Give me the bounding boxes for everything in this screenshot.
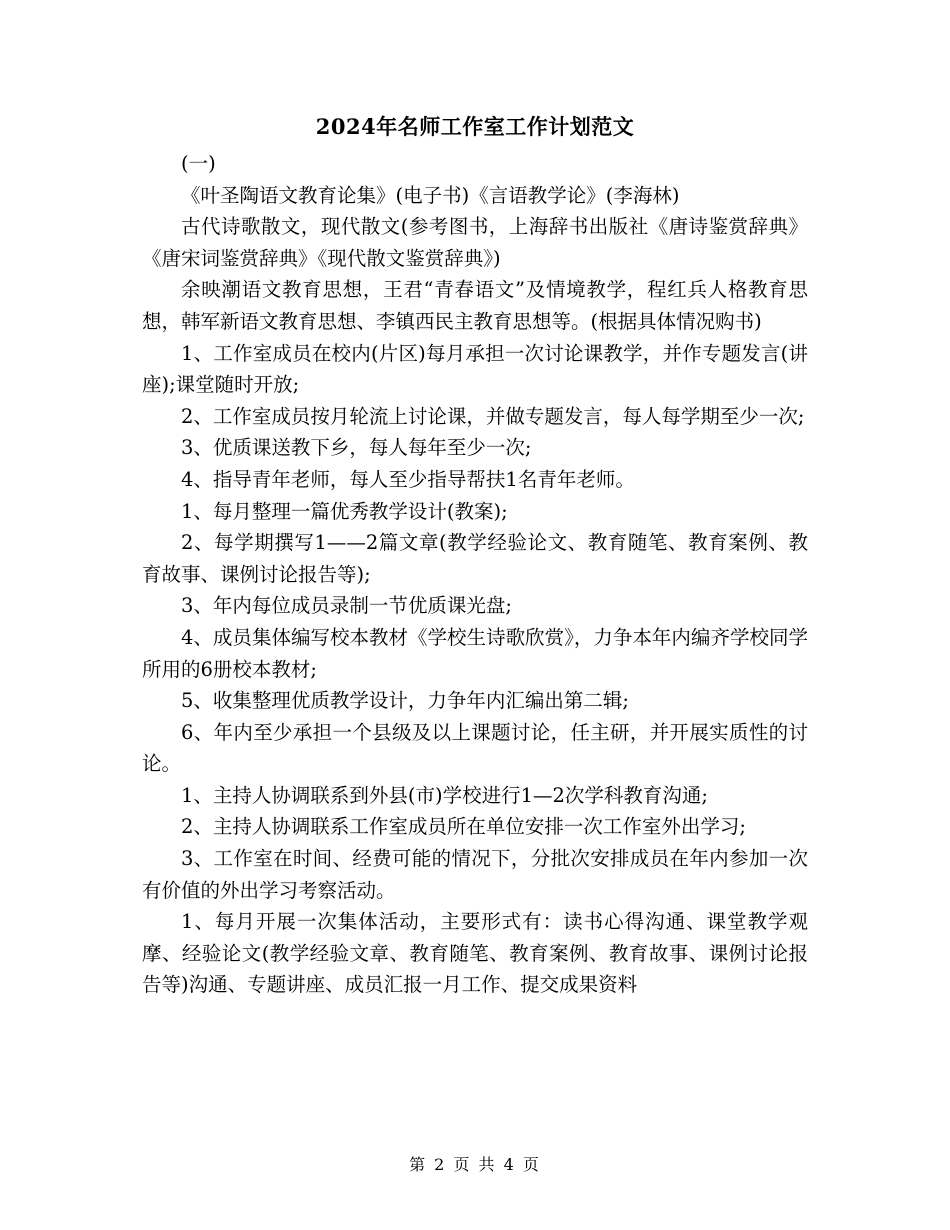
paragraph: 2、主持人协调联系工作室成员所在单位安排一次工作室外出学习; [181,815,746,839]
paragraph: 1、每月整理一篇优秀教学设计(教案); [181,499,508,523]
paragraph: 2、每学期撰写1——2篇文章(教学经验论文、教育随笔、教育案例、教育故事、课例讨论报告等); [142,531,808,586]
paragraph: 6、年内至少承担一个县级及以上课题讨论，任主研，并开展实质性的讨论。 [142,720,808,776]
document-title: 2024年名师工作室工作计划范文 [315,114,635,139]
paragraph: 4、指导青年老师，每人至少指导帮扶1名青年老师。 [181,467,635,491]
document-body [142,148,808,1001]
paragraph: 4、成员集体编写校本教材《学校生诗歌欣赏》，力争本年内编齐学校同学所用的6册校本教材; [142,625,808,681]
paragraph: 3、优质课送教下乡，每人每年至少一次; [181,436,532,460]
paragraph: 1、主持人协调联系到外县(市)学校进行1—2次学科教育沟通; [181,783,709,807]
paragraph: 3、工作室在时间、经费可能的情况下，分批次安排成员在年内参加一次有价值的外出学习考察活动。 [142,847,808,902]
paragraph: 2、工作室成员按月轮流上讨论课，并做专题发言，每人每学期至少一次; [181,404,805,428]
paragraph: 古代诗歌散文，现代散文(参考图书，上海辞书出版社《唐诗鉴赏辞典》《唐宋词鉴赏辞典》《现代散文鉴赏辞典》) [142,215,808,270]
paragraph: 5、收集整理优质教学设计，力争年内汇编出第二辑; [181,689,629,713]
page-number-footer: 第 2 页 共 4 页 [409,1155,541,1174]
paragraph: 《叶圣陶语文教育论集》(电子书)《言语教学论》(李海林) [181,183,680,207]
paragraph: 3、年内每位成员录制一节优质课光盘; [181,594,512,618]
paragraph: 余映潮语文教育思想，王君“青春语文”及情境教学，程红兵人格教育思想，韩军新语文教育思想、李镇西民主教育思想等。(根据具体情况购书) [142,278,808,333]
paragraph: 1、每月开展一次集体活动，主要形式有：读书心得沟通、课堂教学观摩、经验论文(教学经验文章、教育随笔、教育案例、教育故事、课例讨论报告等)沟通、专题讲座、成员汇报一月工作、提交成果资料 [142,910,808,997]
paragraph: 1、工作室成员在校内(片区)每月承担一次讨论课教学，并作专题发言(讲座);课堂随时开放; [142,341,808,397]
paragraph: (一) [181,152,216,175]
